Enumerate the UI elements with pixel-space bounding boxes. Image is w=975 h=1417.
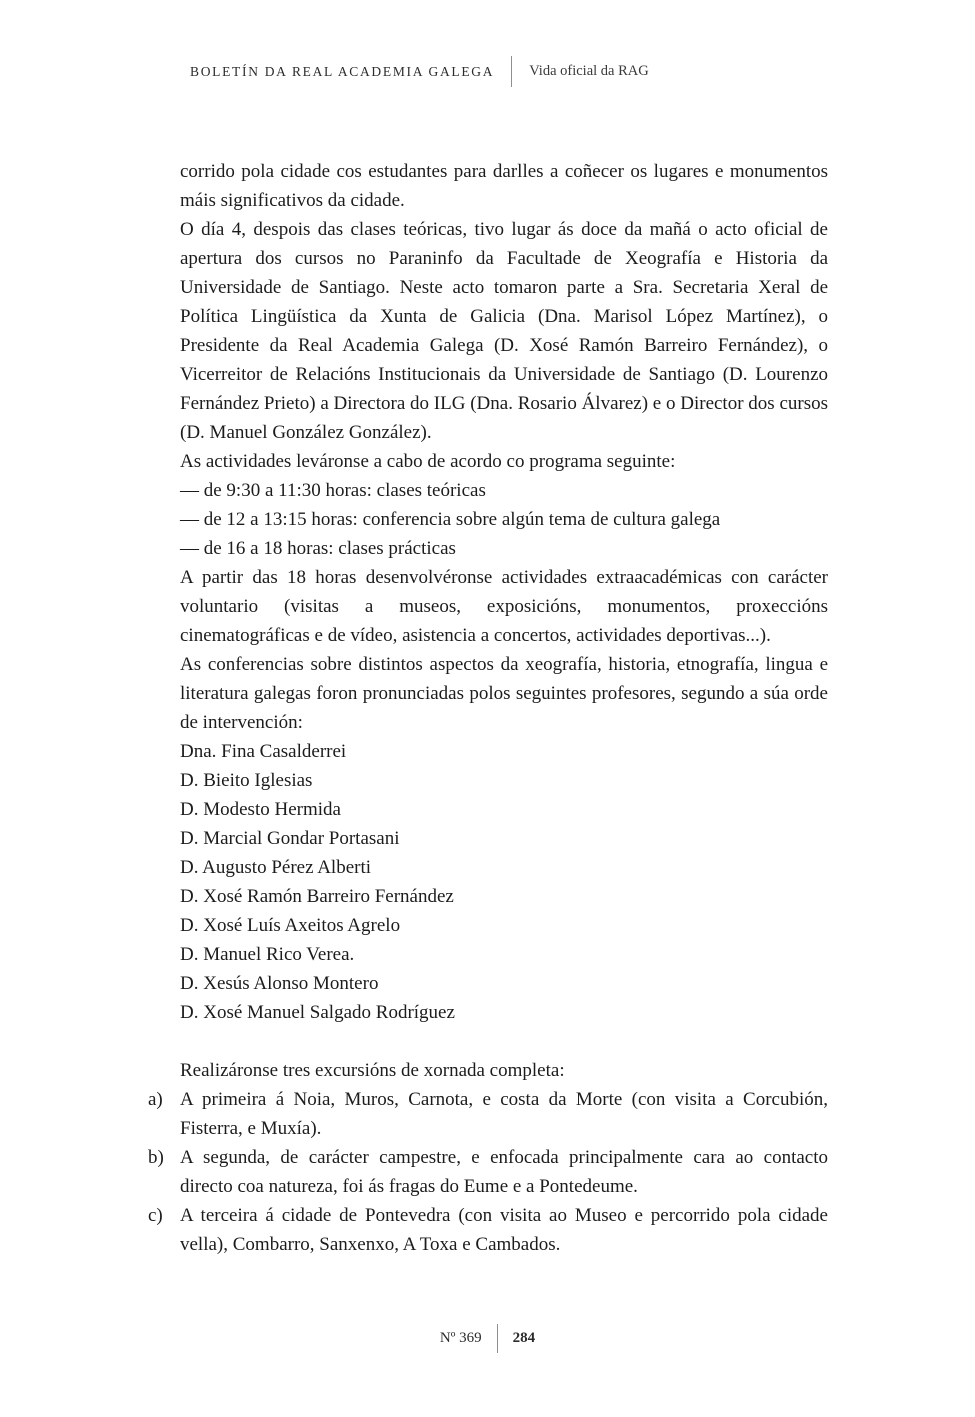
speaker-name-line: D. Xosé Manuel Salgado Rodríguez: [180, 1002, 455, 1023]
page-body: [148, 157, 828, 1259]
speaker-name-line: D. Xosé Luís Axeitos Agrelo: [180, 915, 401, 936]
list-item-label: a): [148, 1089, 163, 1110]
page-number: 284: [512, 1330, 536, 1346]
list-item-label: c): [148, 1205, 163, 1226]
speaker-name-line: D. Xesús Alonso Montero: [180, 973, 379, 994]
speaker-name-line: D. Xosé Ramón Barreiro Fernández: [180, 886, 454, 907]
speaker-name-line: Dna. Fina Casalderrei: [180, 741, 347, 762]
list-item-text: A primeira á Noia, Muros, Carnota, e costa da Morte (con visita a Corcubión, Fisterra, e Muxía).: [180, 1089, 828, 1139]
program-line: — de 9:30 a 11:30 horas: clases teóricas: [180, 480, 486, 501]
page-header: [190, 56, 649, 87]
header-divider: [511, 56, 512, 87]
speaker-name-line: D. Bieito Iglesias: [180, 770, 313, 791]
footer-divider: [497, 1324, 498, 1353]
excursion-list-item: [148, 1201, 828, 1259]
paragraph: As actividades leváronse a cabo de acordo co programa seguinte:: [180, 451, 676, 472]
paragraph: As conferencias sobre distintos aspectos da xeografía, historia, etnografía, lingua e literatura galegas foron pronunciadas polos seguintes profesores, segundo a súa orde de intervención:: [180, 654, 828, 733]
excursion-list-item: [148, 1143, 828, 1201]
paragraph: A partir das 18 horas desenvolvéronse actividades extraacadémicas con carácter voluntario (visitas a museos, exposicións, monumentos, proxeccións cinematográficas e de vídeo, asistencia a concertos, actividades deportivas...).: [180, 567, 828, 646]
page-footer: [0, 1324, 975, 1353]
issue-number: Nº 369: [439, 1330, 482, 1346]
list-item-text: A terceira á cidade de Pontevedra (con visita ao Museo e percorrido pola cidade vella), Combarro, Sanxenxo, A Toxa e Cambados.: [180, 1205, 828, 1255]
program-line: — de 16 a 18 horas: clases prácticas: [180, 538, 456, 559]
journal-title: BOLETÍN DA REAL ACADEMIA GALEGA: [190, 63, 495, 79]
list-item-label: b): [148, 1147, 164, 1168]
speaker-name-line: D. Modesto Hermida: [180, 799, 341, 820]
paragraph: O día 4, despois das clases teóricas, tivo lugar ás doce da mañá o acto oficial de apertura dos cursos no Paraninfo da Facultade de Xeografía e Historia da Universidade de Santiago. Neste acto tomaron parte a Sra. Secretaria Xeral de Política Lingüística da Xunta de Galicia (Dna. Marisol López Martínez), o Presidente da Real Academia Galega (D. Xosé Ramón Barreiro Fernández), o Vicerreitor de Relacións Institucionais da Universidade de Santiago (D. Lourenzo Fernández Prieto) a Directora do ILG (Dna. Rosario Álvarez) e o Director dos cursos (D. Manuel González González).: [180, 219, 828, 443]
program-line: — de 12 a 13:15 horas: conferencia sobre algún tema de cultura galega: [180, 509, 721, 530]
speaker-name-line: D. Augusto Pérez Alberti: [180, 857, 372, 878]
paragraph-spacer: [180, 1027, 828, 1056]
list-item-text: A segunda, de carácter campestre, e enfocada principalmente cara ao contacto directo coa natureza, foi ás fragas do Eume e a Pontedeume.: [180, 1147, 828, 1197]
paragraph: corrido pola cidade cos estudantes para darlles a coñecer os lugares e monumentos máis significativos da cidade.: [180, 161, 828, 211]
speaker-name-line: D. Manuel Rico Verea.: [180, 944, 355, 965]
paragraph: Realizáronse tres excursións de xornada completa:: [180, 1060, 565, 1081]
speaker-name-line: D. Marcial Gondar Portasani: [180, 828, 400, 849]
section-title: Vida oficial da RAG: [529, 63, 649, 79]
excursion-list-item: [148, 1085, 828, 1143]
